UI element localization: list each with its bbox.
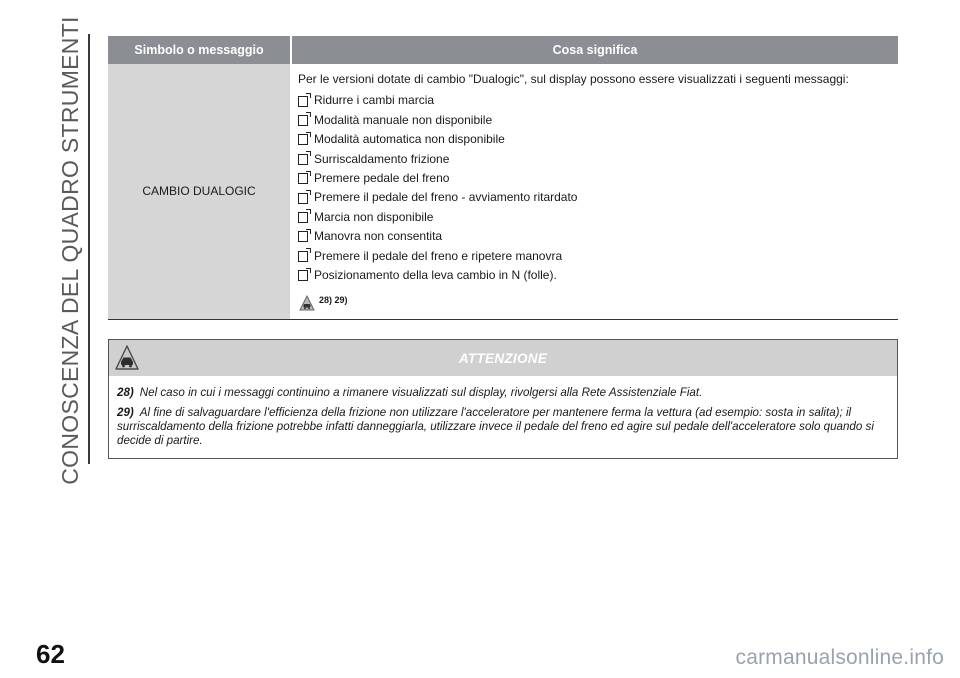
header-meaning: Cosa significa xyxy=(552,43,638,57)
attention-box xyxy=(108,339,898,459)
box-arrow-icon xyxy=(298,212,308,223)
attention-body xyxy=(109,376,897,458)
list-item: Premere il pedale del freno e ripetere manovra xyxy=(298,247,898,266)
box-arrow-icon xyxy=(298,154,308,165)
car-warning-icon xyxy=(298,295,316,311)
car-warning-icon xyxy=(113,342,141,372)
table-row xyxy=(108,64,898,319)
list-item: Modalità manuale non disponibile xyxy=(298,111,898,130)
box-arrow-icon xyxy=(298,134,308,145)
attention-note: 28) Nel caso in cui i messaggi continuino a rimanere visualizzati sul display, rivolgersi alla Rete Assistenziale Fiat. xyxy=(117,386,703,399)
list-item: Premere il pedale del freno - avviamento ritardato xyxy=(298,188,898,207)
attention-header xyxy=(109,340,897,376)
list-item: Marcia non disponibile xyxy=(298,208,898,227)
messages-table xyxy=(108,36,898,320)
message-list xyxy=(298,91,898,285)
list-item: Surriscaldamento frizione xyxy=(298,150,898,169)
box-arrow-icon xyxy=(298,231,308,242)
warning-references xyxy=(298,291,898,310)
box-arrow-icon xyxy=(298,193,308,204)
attention-title: ATTENZIONE xyxy=(458,350,548,366)
row-intro: Per le versioni dotate di cambio "Dualogic", sul display possono essere visualizzati i seguenti messaggi: xyxy=(298,72,849,86)
attention-note: 29) Al fine di salvaguardare l'efficienza della frizione non utilizzare l'acceleratore per mantenere ferma la vettura (ad esempio: sosta in salita); il surriscaldamento della frizione potrebbe infatti danneggiarla, utilizzare invece il pedale del freno ed agire sul pedale dell'acceleratore solo quando si decide di partire. xyxy=(117,406,874,447)
header-symbol: Simbolo o messaggio xyxy=(108,36,292,64)
box-arrow-icon xyxy=(298,96,308,107)
references-text: 28) 29) xyxy=(319,295,348,306)
box-arrow-icon xyxy=(298,270,308,281)
box-arrow-icon xyxy=(298,173,308,184)
row-symbol: CAMBIO DUALOGIC xyxy=(108,64,290,319)
row-meaning xyxy=(290,64,898,319)
list-item: Premere pedale del freno xyxy=(298,169,898,188)
box-arrow-icon xyxy=(298,115,308,126)
page-number: 62 xyxy=(36,639,65,669)
watermark: carmanualsonline.info xyxy=(735,646,944,669)
list-item: Manovra non consentita xyxy=(298,227,898,246)
section-divider xyxy=(88,34,90,464)
list-item: Modalità automatica non disponibile xyxy=(298,130,898,149)
list-item: Posizionamento della leva cambio in N (folle). xyxy=(298,266,898,285)
section-title: CONOSCENZA DEL QUADRO STRUMENTI xyxy=(56,15,83,485)
table-header xyxy=(108,36,898,64)
list-item: Ridurre i cambi marcia xyxy=(298,91,898,110)
box-arrow-icon xyxy=(298,251,308,262)
